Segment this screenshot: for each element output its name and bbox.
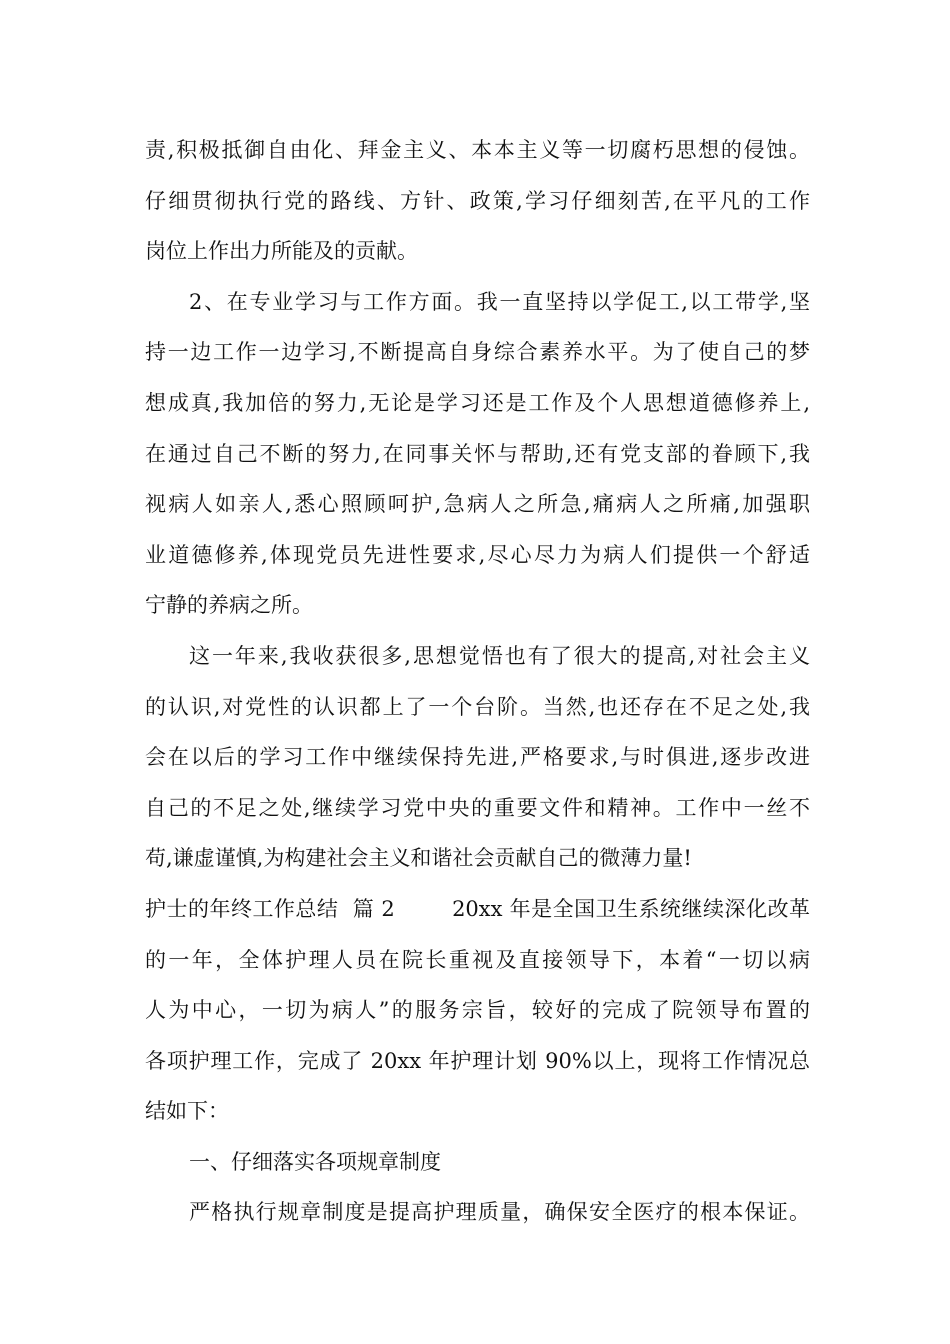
paragraph-first-line: 这一年来,我收获很多,思想觉悟也有了很大的提高,对社会主义	[189, 643, 810, 668]
paragraph-first-line: 2、在专业学习与工作方面。我一直坚持以学促工,以工带学,坚	[189, 289, 810, 314]
text-line: 结如下：	[145, 1099, 229, 1124]
subheading: 一、仔细落实各项规章制度	[189, 1149, 441, 1174]
text-line: 仔细贯彻执行党的路线、方针、政策,学习仔细刻苦,在平凡的工作	[145, 188, 810, 213]
text-line: 苟,谦虚谨慎,为构建社会主义和谐社会贡献自己的微薄力量!	[145, 846, 692, 871]
text-line: 的认识,对党性的认识都上了一个台阶。当然,也还存在不足之处,我	[145, 694, 810, 719]
text-line: 持一边工作一边学习,不断提高自身综合素养水平。为了使自己的梦	[145, 340, 810, 365]
text-line: 责,积极抵御自由化、拜金主义、本本主义等一切腐朽思想的侵蚀。	[145, 138, 810, 162]
text-line: 宁静的养病之所。	[145, 593, 313, 618]
document-body	[145, 125, 810, 1238]
text-line: 视病人如亲人,悉心照顾呵护,急病人之所急,痛病人之所痛,加强职	[145, 492, 810, 517]
text-line: 业道德修养,体现党员先进性要求,尽心尽力为病人们提供一个舒适	[145, 542, 810, 567]
text-line: 想成真,我加倍的努力,无论是学习还是工作及个人思想道德修养上,	[145, 390, 810, 415]
text-line: 自己的不足之处,继续学习党中央的重要文件和精神。工作中一丝不	[145, 795, 810, 820]
text-line: 在通过自己不断的努力,在同事关怀与帮助,还有党支部的眷顾下,我	[145, 441, 810, 466]
text-line: 岗位上作出力所能及的贡献。	[145, 239, 418, 264]
text-line: 的一年，全体护理人员在院长重视及直接领导下，本着“一切以病	[145, 947, 810, 972]
text-line: 各项护理工作，完成了 20xx 年护理计划 90%以上，现将工作情况总	[145, 1048, 810, 1073]
paragraph-first-line: 严格执行规章制度是提高护理质量，确保安全医疗的根本保证。	[189, 1200, 810, 1225]
section-heading-line: 护士的年终工作总结 篇 2 20xx 年是全国卫生系统继续深化改革	[145, 896, 810, 921]
text-line: 人为中心，一切为病人”的服务宗旨，较好的完成了院领导布置的	[145, 998, 810, 1023]
text-line: 会在以后的学习工作中继续保持先进,严格要求,与时俱进,逐步改进	[145, 745, 810, 770]
